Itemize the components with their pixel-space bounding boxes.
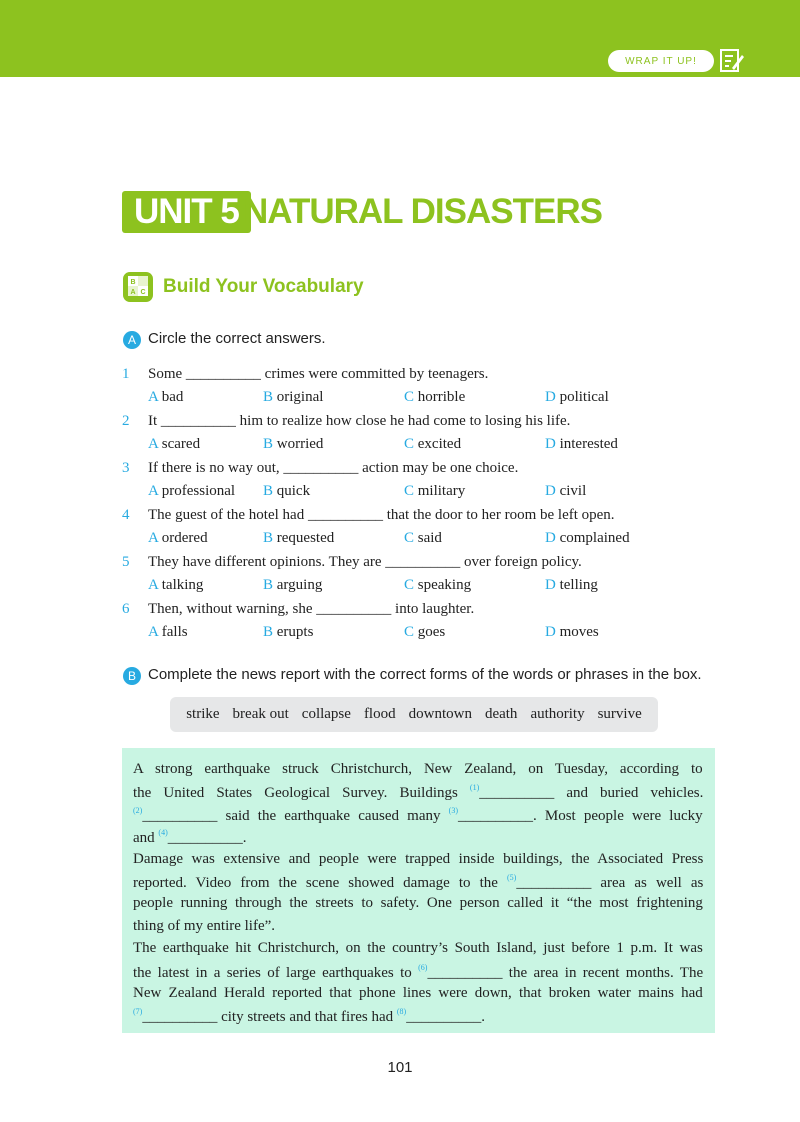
section-a-instruction: Circle the correct answers. bbox=[148, 330, 326, 347]
answer-option-c[interactable] bbox=[404, 389, 465, 406]
news-line bbox=[133, 1007, 485, 1026]
option-text: military bbox=[414, 483, 466, 499]
section-b-badge: B bbox=[123, 667, 141, 685]
answer-blank[interactable]: __________ and buried vehicles. bbox=[479, 785, 704, 802]
answer-option-d[interactable] bbox=[545, 483, 586, 500]
news-line bbox=[133, 895, 703, 912]
question-number: 4 bbox=[122, 507, 130, 523]
option-text: horrible bbox=[414, 389, 466, 405]
option-text: speaking bbox=[414, 577, 472, 593]
option-letter: D bbox=[545, 436, 556, 452]
answer-option-c[interactable] bbox=[404, 483, 465, 500]
option-letter: C bbox=[404, 483, 415, 499]
option-text: requested bbox=[273, 530, 335, 546]
option-letter: C bbox=[404, 577, 415, 593]
option-letter: A bbox=[148, 389, 159, 405]
answer-blank[interactable]: __________ city streets and that fires had bbox=[142, 1009, 397, 1026]
word-box-item: flood bbox=[363, 706, 396, 722]
question-text: It __________ him to realize how close he had come to losing his life. bbox=[148, 413, 571, 429]
option-text: ordered bbox=[158, 530, 208, 546]
news-line bbox=[133, 985, 703, 1002]
question-text: The guest of the hotel had __________ that the door to her room be left open. bbox=[148, 507, 615, 523]
news-text: Damage was extensive and people were trapped inside buildings, the Associated Press bbox=[133, 850, 704, 867]
answer-option-b[interactable] bbox=[263, 483, 310, 500]
option-text: excited bbox=[414, 436, 462, 452]
word-box-item: survive bbox=[597, 706, 642, 722]
option-letter: D bbox=[545, 483, 556, 499]
news-text: A strong earthquake struck Christchurch, New Zealand, on Tuesday, according to bbox=[133, 761, 703, 777]
news-line bbox=[133, 873, 703, 892]
news-text: thing of my entire life”. bbox=[133, 917, 276, 934]
answer-blank[interactable]: __________ area as well as bbox=[516, 875, 704, 891]
answer-option-c[interactable] bbox=[404, 577, 471, 594]
blank-number: (1) bbox=[469, 783, 480, 793]
answer-option-b[interactable] bbox=[263, 389, 323, 406]
word-box-item: break out bbox=[232, 706, 289, 722]
section-b-instruction: Complete the news report with the correct forms of the words or phrases in the box. bbox=[148, 666, 702, 683]
question-number: 2 bbox=[122, 413, 130, 429]
answer-option-d[interactable] bbox=[545, 624, 599, 641]
option-text: political bbox=[555, 389, 609, 405]
news-line bbox=[133, 761, 703, 778]
word-box bbox=[170, 697, 658, 732]
answer-option-b[interactable] bbox=[263, 624, 313, 641]
answer-option-b[interactable] bbox=[263, 530, 334, 547]
option-letter: B bbox=[263, 624, 274, 640]
question-text: Some __________ crimes were committed by teenagers. bbox=[148, 366, 489, 382]
unit-badge: UNIT 5 bbox=[122, 191, 251, 233]
option-letter: A bbox=[148, 483, 159, 499]
answer-option-d[interactable] bbox=[545, 577, 598, 594]
word-box-item: strike bbox=[186, 706, 220, 722]
option-letter: B bbox=[263, 530, 274, 546]
answer-option-a[interactable] bbox=[148, 389, 183, 406]
blank-number: (4) bbox=[158, 828, 168, 838]
section-a-badge: A bbox=[123, 331, 141, 349]
option-text: complained bbox=[555, 530, 630, 546]
question-number: 1 bbox=[122, 366, 130, 382]
option-text: goes bbox=[414, 624, 446, 640]
news-text: people running through the streets to safety. One person called it “the most frightening bbox=[133, 895, 703, 912]
notepad-pencil-icon bbox=[718, 47, 746, 75]
section-title: Build Your Vocabulary bbox=[163, 276, 364, 297]
blank-number: (5) bbox=[506, 873, 517, 882]
question-number: 5 bbox=[122, 554, 130, 570]
option-letter: B bbox=[263, 483, 274, 499]
option-letter: B bbox=[263, 389, 274, 405]
page-title: NATURAL DISASTERS bbox=[243, 192, 602, 231]
option-text: telling bbox=[555, 577, 598, 593]
option-text: scared bbox=[158, 436, 201, 452]
option-text: erupts bbox=[273, 624, 314, 640]
answer-blank[interactable]: __________. bbox=[406, 1009, 485, 1026]
news-line bbox=[133, 806, 703, 825]
word-box-item: downtown bbox=[408, 706, 472, 722]
option-letter: B bbox=[263, 436, 274, 452]
news-text: New Zealand Herald reported that phone lines were down, that broken water mains had bbox=[133, 985, 703, 1001]
option-letter: B bbox=[263, 577, 274, 593]
word-box-item: collapse bbox=[301, 706, 351, 722]
answer-option-b[interactable] bbox=[263, 577, 322, 594]
news-line bbox=[133, 851, 703, 868]
option-letter: C bbox=[404, 624, 415, 640]
option-text: original bbox=[273, 389, 324, 405]
news-line bbox=[133, 783, 703, 802]
news-line bbox=[133, 918, 275, 935]
option-letter: D bbox=[545, 389, 556, 405]
answer-option-c[interactable] bbox=[404, 624, 445, 641]
blank-number: (3) bbox=[448, 805, 458, 815]
question-number: 3 bbox=[122, 460, 130, 476]
news-line bbox=[133, 828, 247, 847]
option-text: moves bbox=[555, 624, 599, 640]
news-line bbox=[133, 940, 703, 957]
answer-option-c[interactable] bbox=[404, 436, 461, 453]
option-text: talking bbox=[158, 577, 204, 593]
question-text: Then, without warning, she __________ into laughter. bbox=[148, 601, 475, 617]
answer-option-a[interactable] bbox=[148, 530, 208, 547]
question-number: 6 bbox=[122, 601, 130, 617]
answer-option-d[interactable] bbox=[545, 389, 609, 406]
option-text: interested bbox=[555, 436, 618, 452]
abc-blocks-icon bbox=[121, 270, 155, 304]
option-letter: D bbox=[545, 530, 556, 546]
option-text: quick bbox=[273, 483, 311, 499]
option-text: bad bbox=[158, 389, 184, 405]
answer-blank[interactable]: __________. Most people were lucky bbox=[457, 807, 703, 824]
option-text: said bbox=[414, 530, 442, 546]
wrap-it-up-tag: WRAP IT UP! bbox=[608, 50, 714, 72]
answer-option-b[interactable] bbox=[263, 436, 323, 453]
news-text: reported. Video from the scene showed damage to the bbox=[133, 875, 507, 891]
word-box-item: death bbox=[484, 706, 518, 722]
question-text: They have different opinions. They are __________ over foreign policy. bbox=[148, 554, 582, 570]
blank-number: (7) bbox=[133, 1007, 143, 1017]
answer-option-d[interactable] bbox=[545, 530, 630, 547]
page-number: 101 bbox=[387, 1059, 413, 1076]
option-letter: A bbox=[148, 436, 159, 452]
blank-number: (6) bbox=[418, 962, 428, 972]
answer-option-a[interactable] bbox=[148, 483, 235, 500]
blank-number: (8) bbox=[396, 1007, 407, 1017]
question-text: If there is no way out, __________ action may be one choice. bbox=[148, 460, 519, 476]
option-letter: C bbox=[404, 530, 415, 546]
option-text: arguing bbox=[273, 577, 323, 593]
answer-option-a[interactable] bbox=[148, 436, 200, 453]
answer-blank[interactable]: __________. bbox=[167, 830, 247, 847]
option-text: civil bbox=[555, 483, 587, 499]
option-letter: D bbox=[545, 577, 556, 593]
news-text: The earthquake hit Christchurch, on the country’s South Island, just before 1 p.m. It was bbox=[133, 940, 703, 957]
news-text: the latest in a series of large earthquakes to bbox=[133, 964, 419, 981]
news-text: the United States Geological Survey. Buildings bbox=[133, 785, 470, 802]
news-line bbox=[133, 963, 703, 982]
answer-option-c[interactable] bbox=[404, 530, 442, 547]
option-text: falls bbox=[158, 624, 188, 640]
answer-blank[interactable]: __________ said the earthquake caused many bbox=[142, 807, 449, 824]
answer-blank[interactable]: __________ the area in recent months. The bbox=[427, 964, 704, 981]
answer-option-d[interactable] bbox=[545, 436, 618, 453]
answer-option-a[interactable] bbox=[148, 624, 188, 641]
svg-text:C: C bbox=[140, 289, 146, 296]
option-letter: A bbox=[148, 624, 159, 640]
option-letter: D bbox=[545, 624, 556, 640]
blank-number: (2) bbox=[133, 805, 143, 815]
option-text: professional bbox=[158, 483, 236, 499]
answer-option-a[interactable] bbox=[148, 577, 203, 594]
option-letter: A bbox=[148, 530, 159, 546]
word-box-item: authority bbox=[530, 706, 585, 722]
svg-text:A: A bbox=[130, 289, 136, 296]
option-letter: A bbox=[148, 577, 159, 593]
news-text: and bbox=[133, 830, 159, 847]
svg-text:B: B bbox=[130, 279, 136, 286]
option-text: worried bbox=[273, 436, 324, 452]
option-letter: C bbox=[404, 436, 415, 452]
option-letter: C bbox=[404, 389, 415, 405]
